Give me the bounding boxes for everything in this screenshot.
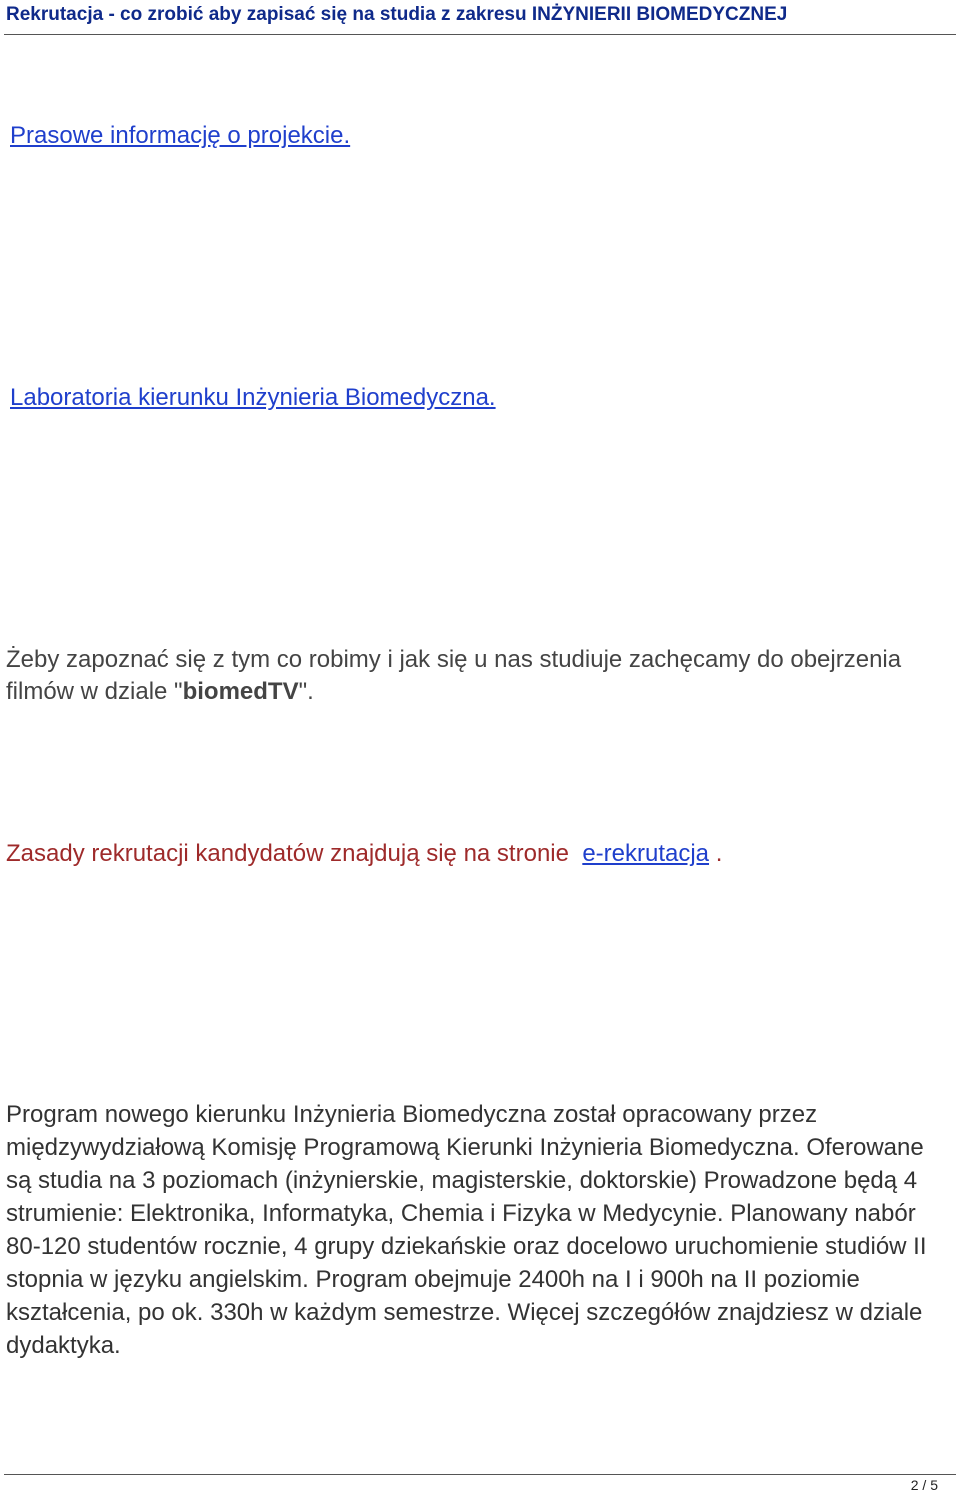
page-header-title: Rekrutacja - co zrobić aby zapisać się na studia z zakresu INŻYNIERII BIOMEDYCZNEJ xyxy=(6,4,788,25)
program-paragraph: Program nowego kierunku Inżynieria Biomedyczna został opracowany przez międzywydziałową Komisję Programową Kierunki Inżynieria Biomedyczna. Oferowane są studia na 3 poziomach (inżynierskie, magisterskie, doktorskie) Prowadzone będą 4 strumienie: Elektronika, Informatyka, Chemia i Fizyka w Medycynie. Planowany nabór 80-120 studentów rocznie, 4 grupy dziekańskie oraz docelowo uruchomienie studiów II stopnia w języku angielskim. Program obejmuje 2400h na I i 900h na II poziomie kształcenia, po ok. 330h w każdym semestrze. Więcej szczegółów znajdziesz w dziale dydaktyka. xyxy=(6,1101,927,1359)
labs-link-block xyxy=(10,382,954,414)
footer-divider xyxy=(4,1474,956,1475)
press-link-block xyxy=(10,120,954,152)
header-divider xyxy=(4,34,956,35)
zasady-paragraph xyxy=(6,838,954,870)
biomedtv-paragraph xyxy=(6,644,954,708)
page-number: 2 / 5 xyxy=(910,1477,938,1493)
zasady-text: Zasady rekrutacji kandydatów znajdują się na stronie xyxy=(6,840,569,867)
biomedtv-bold: biomedTV xyxy=(182,678,299,705)
press-info-link[interactable]: Prasowe informację o projekcie. xyxy=(10,122,351,149)
zasady-end: . xyxy=(715,840,723,867)
e-rekrutacja-link[interactable]: e-rekrutacja xyxy=(582,840,710,867)
biomedtv-text-before: Żeby zapoznać się z tym co robimy i jak się u nas studiuje zachęcamy do obejrzenia filmów w dziale " xyxy=(6,646,902,705)
biomedtv-text-after: ". xyxy=(298,678,314,705)
labs-link[interactable]: Laboratoria kierunku Inżynieria Biomedyczna. xyxy=(10,384,496,411)
